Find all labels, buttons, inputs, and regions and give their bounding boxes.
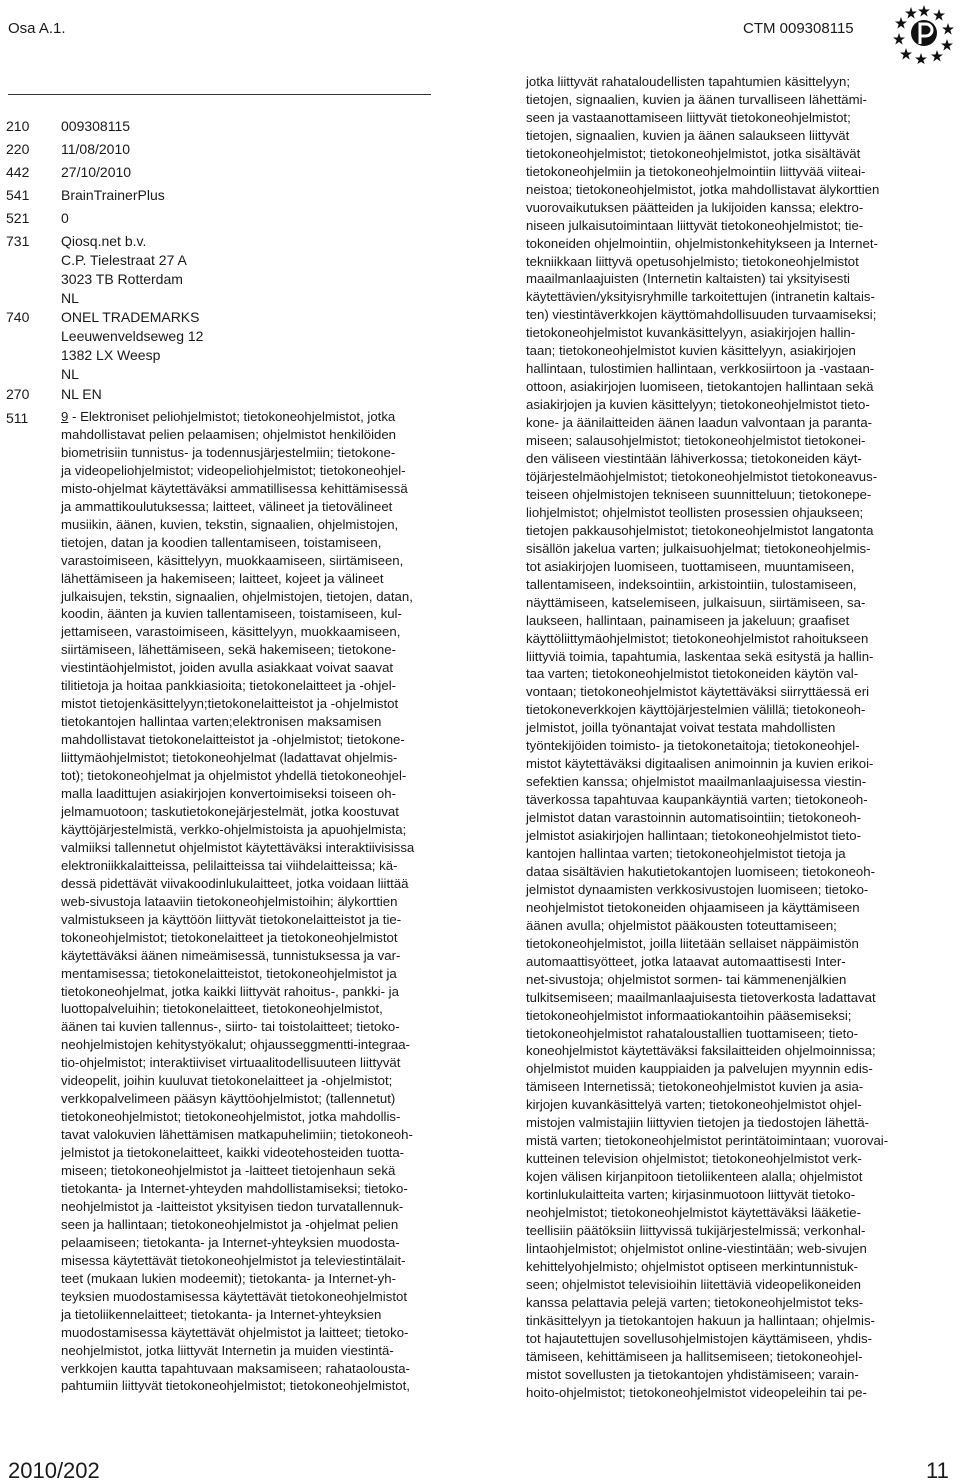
representative-street: Leeuwenveldseweg 12 — [61, 328, 204, 344]
euipo-logo — [893, 2, 955, 64]
field-code: 270 — [6, 386, 30, 402]
applicant-name: Qiosq.net b.v. — [61, 233, 147, 249]
applicant-country: NL — [61, 290, 79, 306]
applicant-street: C.P. Tielestraat 27 A — [61, 252, 187, 268]
goods-description-right: jotka liittyvät rahataloudellisten tapahtumien käsittelyyn; tietojen, signaalien, kuvien ja äänen turvalliseen lähettämi- seen ja vastaanottamiseen liittyvät tietokoneohjelmistot; tietojen, signaalien, kuvien ja äänen salaukseen liittyvät tietokoneohjelmistot; tietokoneohjelmistot, jotka sisältävät tietokoneohjelmiin ja tietokoneohjelmointiin liittyvää viiteai- neistoa; tietokoneohjelmistot, jotka mahdollistavat älykorttien vuorovaikutuksen päätteiden ja lukijoiden kanssa; elektro- niseen julkaisutoimintaan liittyvät tietokoneohjelmistot; tie- tokoneiden ohjelmointiin, ohjelmistonkehitykseen ja Internet- tekniikkaan liittyvä opetusohjelmisto; tietokoneohjelmistot maailmanlaajuisten (Internetin kaltaisten) tai yksityisesti käytettävien/yksityisryhmille tarkoitettujen (intranetin kaltais- ten) viestintäverkkojen käyttömahdollisuuden turvaamiseksi; tietokoneohjelmistot kuvankäsittelyyn, asiakirjojen hallin- taan; tietokoneohjelmistot kuvien käsittelyyn, asiakirjojen hallintaan, tulostimien hallintaan, verkkosiirtoon ja -vastaan- ottoon, asiakirjojen luomiseen, tietokantojen hallintaan sekä asiakirjojen ja kuvien käsittelyyn; tietokoneohjelmistot tieto- kone- ja äänilaitteiden äänen laadun valvontaan ja paranta- miseen; salausohjelmistot; tietokoneohjelmistot tietokonei- den väliseen viestintään lähiverkossa; tietokoneiden käyt- töjärjestelmäohjelmistot; tietokoneohjelmistot tietokoneavus- teiseen ohjelmistojen tekniseen suunnitteluun; tietokonepe- liohjelmistot; ohjelmistot teollisten prosessien ohjaukseen; tietojen pakkausohjelmistot; tietokoneohjelmistot langatonta sisällön jakelua varten; julkaisuohjelmat; tietokoneohjelmis- tot asiakirjojen luomiseen, tuottamiseen, muuntamiseen, tallentamiseen, indeksointiin, arkistointiin, tulostamiseen, näyttämiseen, katselemiseen, julkaisuun, siirtämiseen, sa- laukseen, hallintaan, painamiseen ja jakeluun; graafiset käyttöliittymäohjelmistot; tietokoneohjelmistot rahoitukseen liittyviä toimia, tapahtumia, laskentaa sekä esitystä ja hallin- taa varten; tietokoneohjelmistot tietokoneiden käytön val- vontaan; tietokoneohjelmistot käytettäväksi siirryttäessä eri tietokoneverkkojen käyttöjärjestelmien välillä; tietokoneoh- jelmistot, joilla työnantajat voivat testata mahdollisten työntekijöiden toimisto- ja tietokonetaitoja; tietokoneohjel- mistot käytettäväksi digitaalisen animoinnin ja kuvien erikoi- sefektien kanssa; ohjelmistot maailmanlaajuisessa viestin- täverkossa tapahtuvaa kaupankäyntiä varten; tietokoneoh- jelmistot datan varastoinnin automatisointiin; tietokoneoh- jelmistot asiakirjojen hallintaan; tietokoneohjelmistot tieto- kantojen hallintaa varten; tietokoneohjelmistot tietoja ja dataa sisältävien hakutietokantojen luomiseen; tietokoneoh- jelmistot dynaamisten verkkosivustojen luomiseen; tietoko- neohjelmistot tietokoneiden ohjaamiseen ja käyttämiseen äänen avulla; ohjelmistot pääkousten toteuttamiseen; tietokoneohjelmistot, joilla liitetään sellaiset näppäimistön automaattisyötteet, jotka lataavat automaattisesti Inter- net-sivustoja; ohjelmistot sormen- tai kämmenenjälkien tulkitsemiseen; maailmanlaajuisesta tietoverkosta ladattavat tietokoneohjelmistot informaatiokantoihin pääsemiseksi; tietokoneohjelmistot rahataloustallien tuottamiseen; tieto- koneohjelmistot käytettäväksi faksilaitteiden ohjelmoinnissa; ohjelmistot muiden kauppiaiden ja palvelujen myynnin edis- tämiseen Internetissä; tietokoneohjelmistot kuvien ja asia- kirjojen kuvankäsittelyä varten; tietokoneohjelmistot ohjel- mistojen valmistajiin liittyvien tietojen ja tiedostojen lähettä- mistä varten; tietokoneohjelmistot perintätoimintaan; vuorovai- kutteinen television ohjelmistot; tietokoneohjelmistot verk- kojen välisen kirjanpitoon tietoliikenteen alalla; ohjelmistot kortinlukulaitteita varten; kirjasinmuotoon liittyvät tietoko- neohjelmistot; tietokoneohjelmistot käytettäväksi lääketie- teellisiin päätöksiin liittyvissä tukijärjestelmissä; verkonhal- lintaohjelmistot; ohjelmistot online-viestintään; web-sivujen kehittelyohjelmisto; ohjelmistot optiseen merkintunnistuk- seen; ohjelmistot televisioihin liitettäviä videopelikoneiden kanssa pelattavia pelejä varten; tietokoneohjelmistot teks- tinkäsittelyyn ja tietokantojen hakuun ja hallintaan; ohjelmis- tot hajautettujen sovellusohjelmistojen käyttämiseen, yhdis- tämiseen, kehittämiseen ja hallitsemiseen; tietokoneohjel- mistot sovellusten ja tietokantojen yhdistämiseen; varain- hoito-ohjelmistot; tietokoneohjelmistot videopeleihin tai pe- — [526, 74, 889, 1400]
page-number: 11 — [926, 1458, 949, 1483]
field-code: 511 — [6, 410, 29, 426]
field-code: 740 — [6, 309, 30, 325]
field-value: 27/10/2010 — [61, 164, 132, 180]
field-code: 442 — [6, 164, 30, 180]
field-code: 541 — [6, 187, 30, 203]
field-value: NL EN — [61, 386, 102, 402]
field-value: BrainTrainerPlus — [61, 187, 165, 203]
field-code: 220 — [6, 141, 30, 157]
ctm-number: CTM 009308115 — [743, 20, 854, 37]
field-value: 009308115 — [61, 118, 131, 134]
header-rule — [8, 94, 431, 95]
representative-country: NL — [61, 366, 79, 382]
field-code: 210 — [6, 118, 30, 134]
class-number: 9 — [61, 409, 69, 424]
field-code: 731 — [6, 233, 30, 249]
goods-description-left — [61, 408, 433, 1395]
representative-name: ONEL TRADEMARKS — [61, 309, 200, 325]
goods-text: - Elektroniset peliohjelmistot; tietokoneohjelmistot, jotka mahdollistavat pelien pelaamisen; ohjelmistot henkilöiden biometrisiin tunnistus- ja todennusjärjestelmiin; tietokone- ja videopeliohjelmistot; videopeliohjelmistot; tietokoneohjel- misto-ohjelmat käytettäväksi ammatillisessa kehittämisessä ja ammattikoulutuksessa; laitteet, välineet ja tietovälineet musiikin, äänen, kuvien, tekstin, signaalien, ohjelmistojen, tietojen, datan ja koodien tallentamiseen, toistamiseen, varastoimiseen, käsittelyyn, muokkaamiseen, siirtämiseen, lähettämiseen ja hakemiseen; laitteet, kojeet ja välineet julkaisujen, tekstin, signaalien, ohjelmistojen, tietojen, datan, koodin, äänten ja kuvien tallentamiseen, toistamiseen, kul- jettamiseen, varastoimiseen, käsittelyyn, muokkaamiseen, siirtämiseen, lähettämiseen, sekä hakemiseen; tietokone- viestintäohjelmistot, joiden avulla asiakkaat voivat saavat tilitietoja ja hoitaa pankkiasioita; tietokonelaitteet ja -ohjel- mistot tietojenkäsittelyyn;tietokonelaitteistot ja -ohjelmistot tietokantojen hallintaa varten;elektronisen maksamisen mahdollistavat tietokonelaitteistot ja -ohjelmistot; tietokone- liittymäohjelmistot; tietokoneohjelmat (ladattavat ohjelmis- tot); tietokoneohjelmat ja ohjelmistot yhdellä tietokoneohjel- malla laadittujen asiakirjojen konvertoimiseksi toiseen oh- jelmamuotoon; taskutietokonejärjestelmät, jotka koostuvat käyttöjärjestelmistä, verkko-ohjelmistoista ja apuohjelmista; valmiiksi tallennetut ohjelmistot käytettäväksi interaktiivisissa elektroniikkalaitteissa, pelilaitteissa tai viihdelaitteissa; kä- dessä pidettävät viivakoodinlukulaitteet, jotka voidaan liittää web-sivustoja lataaviin tietokoneohjelmistoihin; älykorttien valmistukseen ja käyttöön liittyvät tietokonelaitteistot ja tie- tokoneohjelmistot; tietokonelaitteet ja tietokoneohjelmistot käytettäväksi äänen nimeämisessä, tunnistuksessa ja var- mentamisessa; tietokonelaitteistot, tietokoneohjelmistot ja tietokoneohjelmat, jotka kaikki liittyvät rahoitus-, pankki- ja luottopalveluihin; tietokonelaitteet, tietokoneohjelmistot, äänen tai kuvien tallennus-, siirto- tai toistolaitteet; tietoko- neohjelmistojen kehitystyökalut; ohjausseggmentti-integraa- tio-ohjelmistot; interaktiiviset virtuaalitodellisuuteen liittyvät videopelit, joihin kuuluvat tietokonelaitteet ja -ohjelmistot; verkkopalvelimeen pääsyn käyttöohjelmistot; (tallennetut) tietokoneohjelmistot; tietokoneohjelmistot, jotka mahdollis- tavat valokuvien lähettämisen matkapuhelimiin; tietokoneoh- jelmistot ja tietokonelaitteet, kaikki videotehosteiden tuotta- miseen; tietokoneohjelmistot ja -laitteet tietojenhaun sekä tietokanta- ja Internet-yhteyden mahdollistamiseksi; tietoko- neohjelmistot ja -laitteistot yksityisen tiedon turvatallennuk- seen ja hallintaan; tietokoneohjelmistot ja -ohjelmat pelien pelaamiseen; tietokanta- ja Internet-yhteyksien muodosta- misessa käytettävät tietokoneohjelmistot ja televiestintälait- teet (mukaan lukien modeemit); tietokanta- ja Internet-yh- teyksien muodostamisessa käytettävät tietokoneohjelmistot ja tietoliikennelaitteet; tietokanta- ja Internet-yhteyksien muodostamisessa käytettävät ohjelmistot ja laitteet; tietoko- neohjelmistot, jotka liittyvät Internetin ja muiden viestintä- verkkojen kautta tapahtuvaan maksamiseen; rahataolousta- pahtumiin liittyvät tietokoneohjelmistot; tietokoneohjelmistot, — [61, 409, 415, 1394]
field-value: 11/08/2010 — [61, 141, 131, 157]
part-label: Osa A.1. — [8, 20, 66, 37]
representative-city: 1382 LX Weesp — [61, 347, 161, 363]
field-code: 521 — [6, 210, 30, 226]
bulletin-number: 2010/202 — [8, 1458, 100, 1483]
applicant-city: 3023 TB Rotterdam — [61, 271, 183, 287]
field-value: 0 — [61, 210, 69, 226]
